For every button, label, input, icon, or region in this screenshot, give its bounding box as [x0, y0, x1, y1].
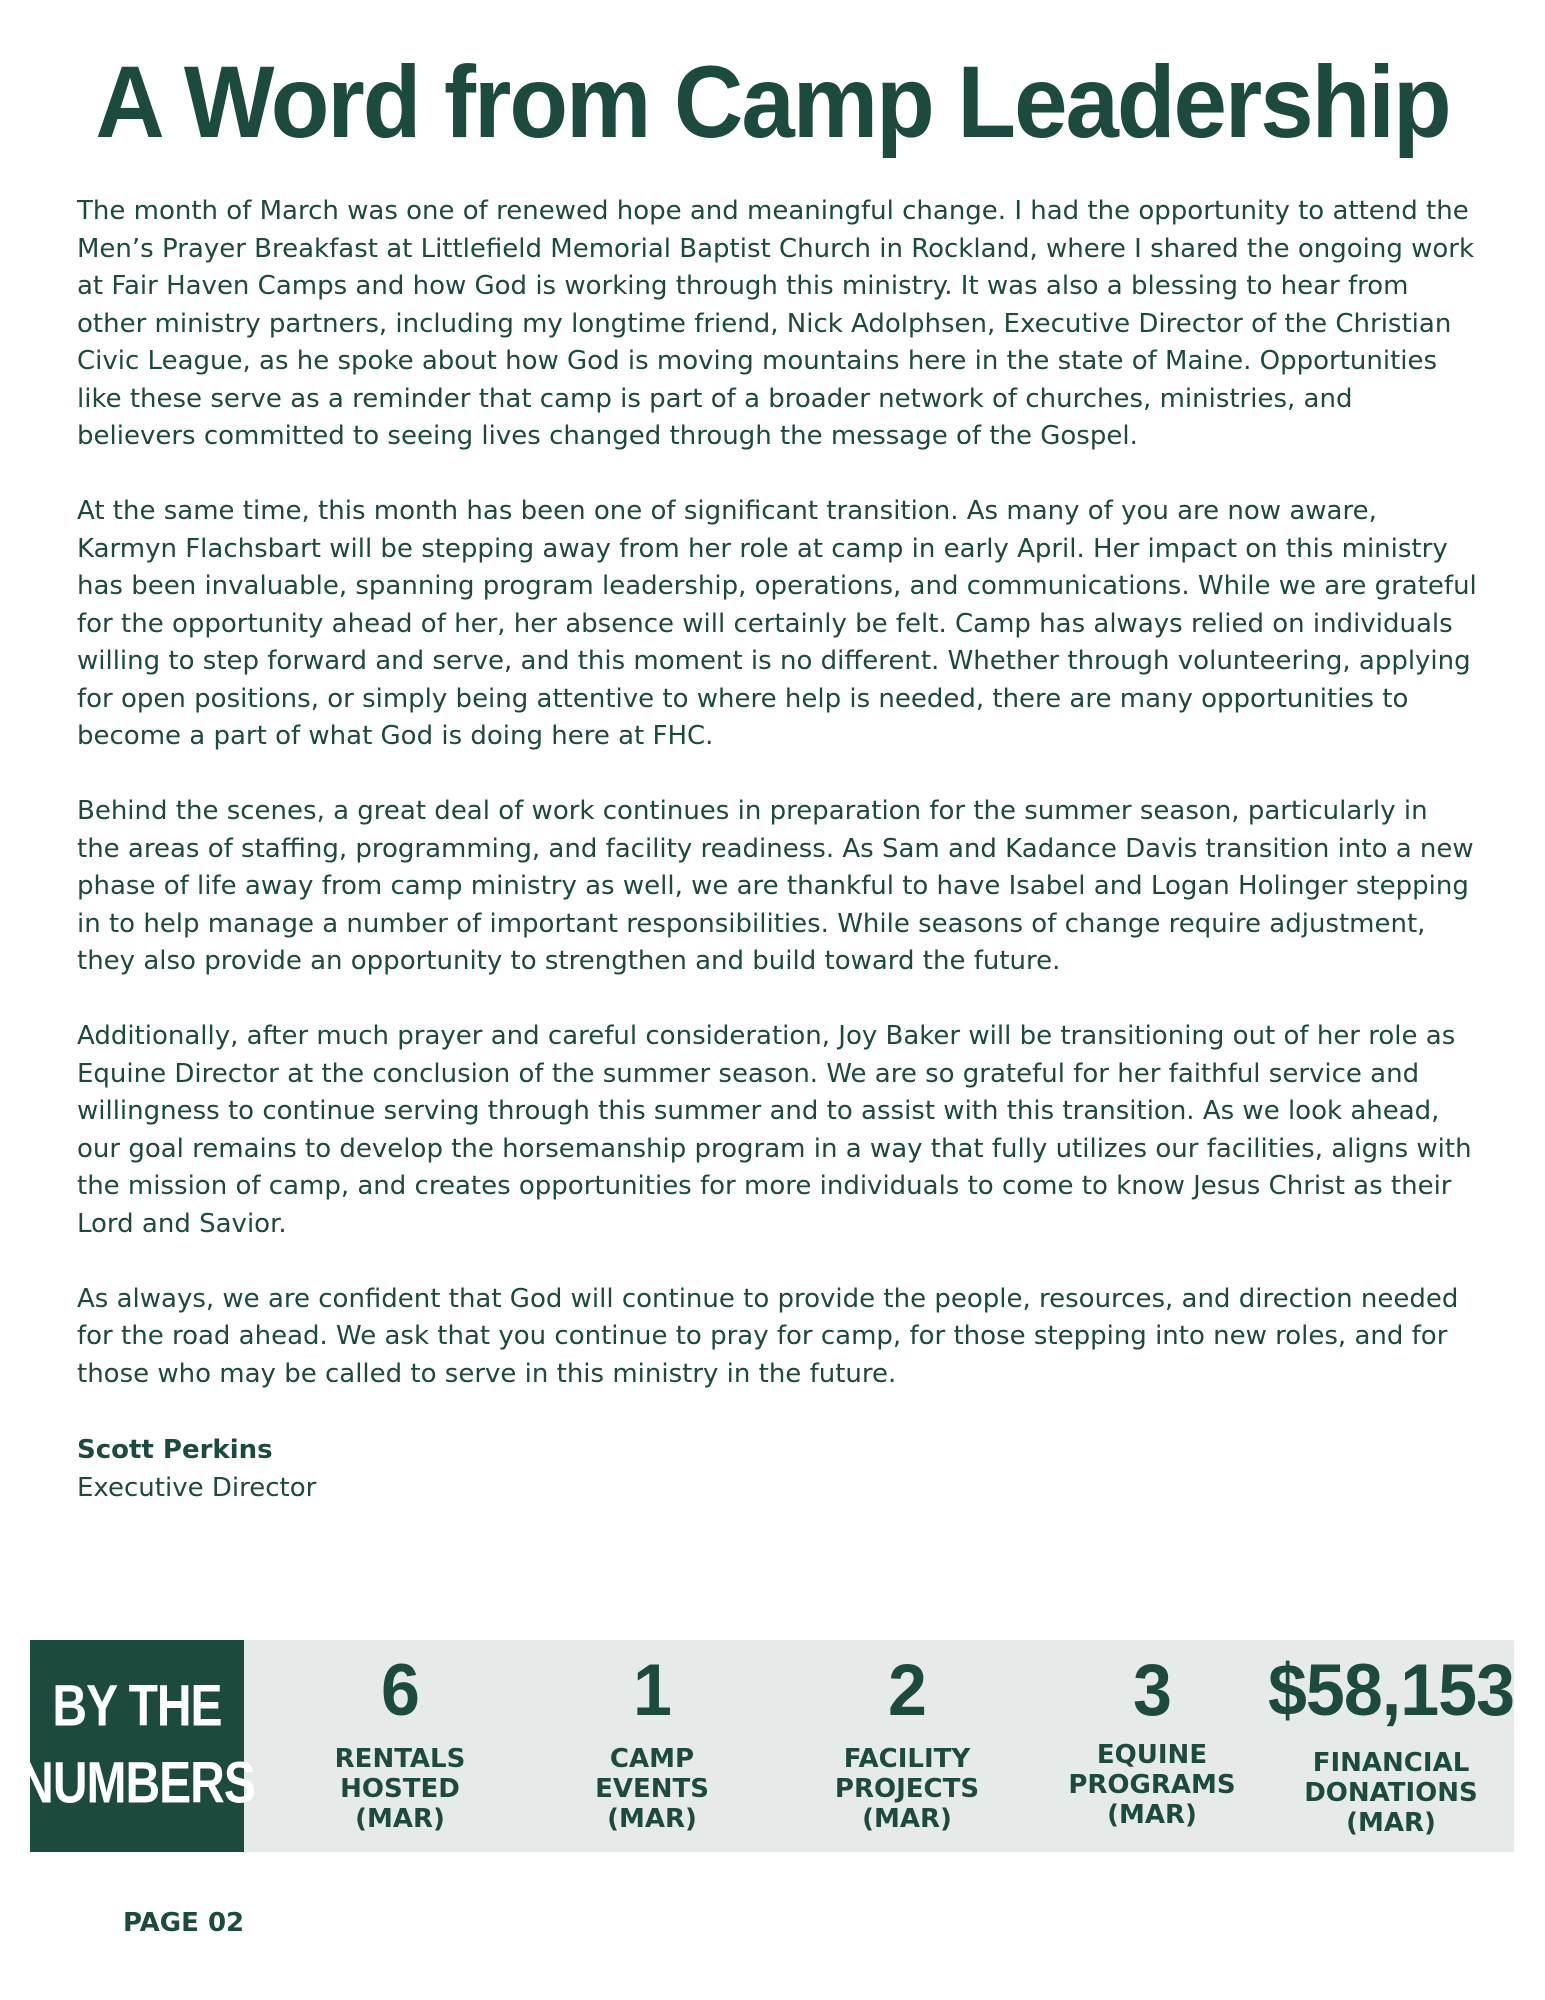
letter-paragraph-1: The month of March was one of renewed hope and meaningful change. I had the opportunity to attend the Men’s Prayer Breakfast at Littlefield Memorial Baptist Church in Rockland, where I shared the ongoing work at Fair Haven Camps and how God is working through this ministry. It was also a blessing to hear from other ministry partners, including my longtime friend, Nick Adolphsen, Executive Director of the Christian Civic League, as he spoke about how God is moving mountains here in the state of Maine. Opportunities like these serve as a reminder that camp is part of a broader network of churches, ministries, and believers committed to seeing lives changed through the message of the Gospel. [77, 196, 1475, 451]
stat-financial-donations [1266, 1640, 1516, 1852]
stat-equine-programs [1022, 1640, 1282, 1852]
stat-label: FINANCIAL DONATIONS (MAR) [1304, 1748, 1478, 1838]
letter-paragraph-3: Behind the scenes, a great deal of work continues in preparation for the summer season, particularly in the areas of staffing, programming, and facility readiness. As Sam and Kadance Davis transition into a new phase of life away from camp ministry as well, we are thankful to have Isabel and Logan Holinger stepping in to help manage a number of important responsibilities. While seasons of change require adjustment, they also provide an opportunity to strengthen and build toward the future. [77, 796, 1474, 976]
letter-paragraph-4: Additionally, after much prayer and careful consideration, Joy Baker will be transitioning out of her role as Equine Director at the conclusion of the summer season. We are so grateful for her faithful service and willingness to continue serving through this summer and to assist with this transition. As we look ahead, our goal remains to develop the horsemanship program in a way that fully utilizes our facilities, aligns with the mission of camp, and creates opportunities for more individuals to come to know Jesus Christ as their Lord and Savior. [77, 1021, 1472, 1239]
page-title: A Word from Camp Leadership [95, 45, 1450, 160]
stat-rentals-hosted [280, 1640, 520, 1852]
stat-camp-events [532, 1640, 772, 1852]
by-the-numbers-label-line1: BY THE [52, 1674, 222, 1739]
stat-value: 2 [888, 1649, 926, 1731]
stat-value: 6 [381, 1649, 419, 1731]
stat-facility-projects [787, 1640, 1027, 1852]
signature-name: Scott Perkins [77, 1434, 273, 1465]
stat-value: 3 [1133, 1649, 1171, 1731]
stat-label: CAMP EVENTS (MAR) [595, 1744, 709, 1834]
by-the-numbers-section [19, 1640, 1515, 1852]
signature-role: Executive Director [77, 1472, 317, 1503]
letter-paragraph-2: At the same time, this month has been one of significant transition. As many of you are now aware, Karmyn Flachsbart will be stepping away from her role at camp in early April. Her impact on this ministry has been invaluable, spanning program leadership, operations, and communications. While we are grateful for the opportunity ahead of her, her absence will certainly be felt. Camp has always relied on individuals willing to step forward and serve, and this moment is no different. Whether through volunteering, applying for open positions, or simply being attentive to where help is needed, there are many opportunities to become a part of what God is doing here at FHC. [77, 496, 1477, 751]
stat-label: RENTALS HOSTED (MAR) [334, 1744, 466, 1834]
stat-label: EQUINE PROGRAMS (MAR) [1068, 1740, 1236, 1830]
page-number: PAGE 02 [123, 1908, 245, 1938]
stat-value: $58,153 [1267, 1649, 1515, 1731]
letter-paragraph-5: As always, we are confident that God will continue to provide the people, resources, and direction needed for the road ahead. We ask that you continue to pray for camp, for those stepping into new roles, and for those who may be called to serve in this ministry in the future. [77, 1283, 1459, 1389]
stat-value: 1 [633, 1649, 671, 1731]
stat-label: FACILITY PROJECTS (MAR) [834, 1744, 980, 1834]
by-the-numbers-label [19, 1640, 255, 1852]
by-the-numbers-label-line2: NUMBERS [19, 1751, 255, 1816]
letter-body [77, 193, 1477, 1507]
